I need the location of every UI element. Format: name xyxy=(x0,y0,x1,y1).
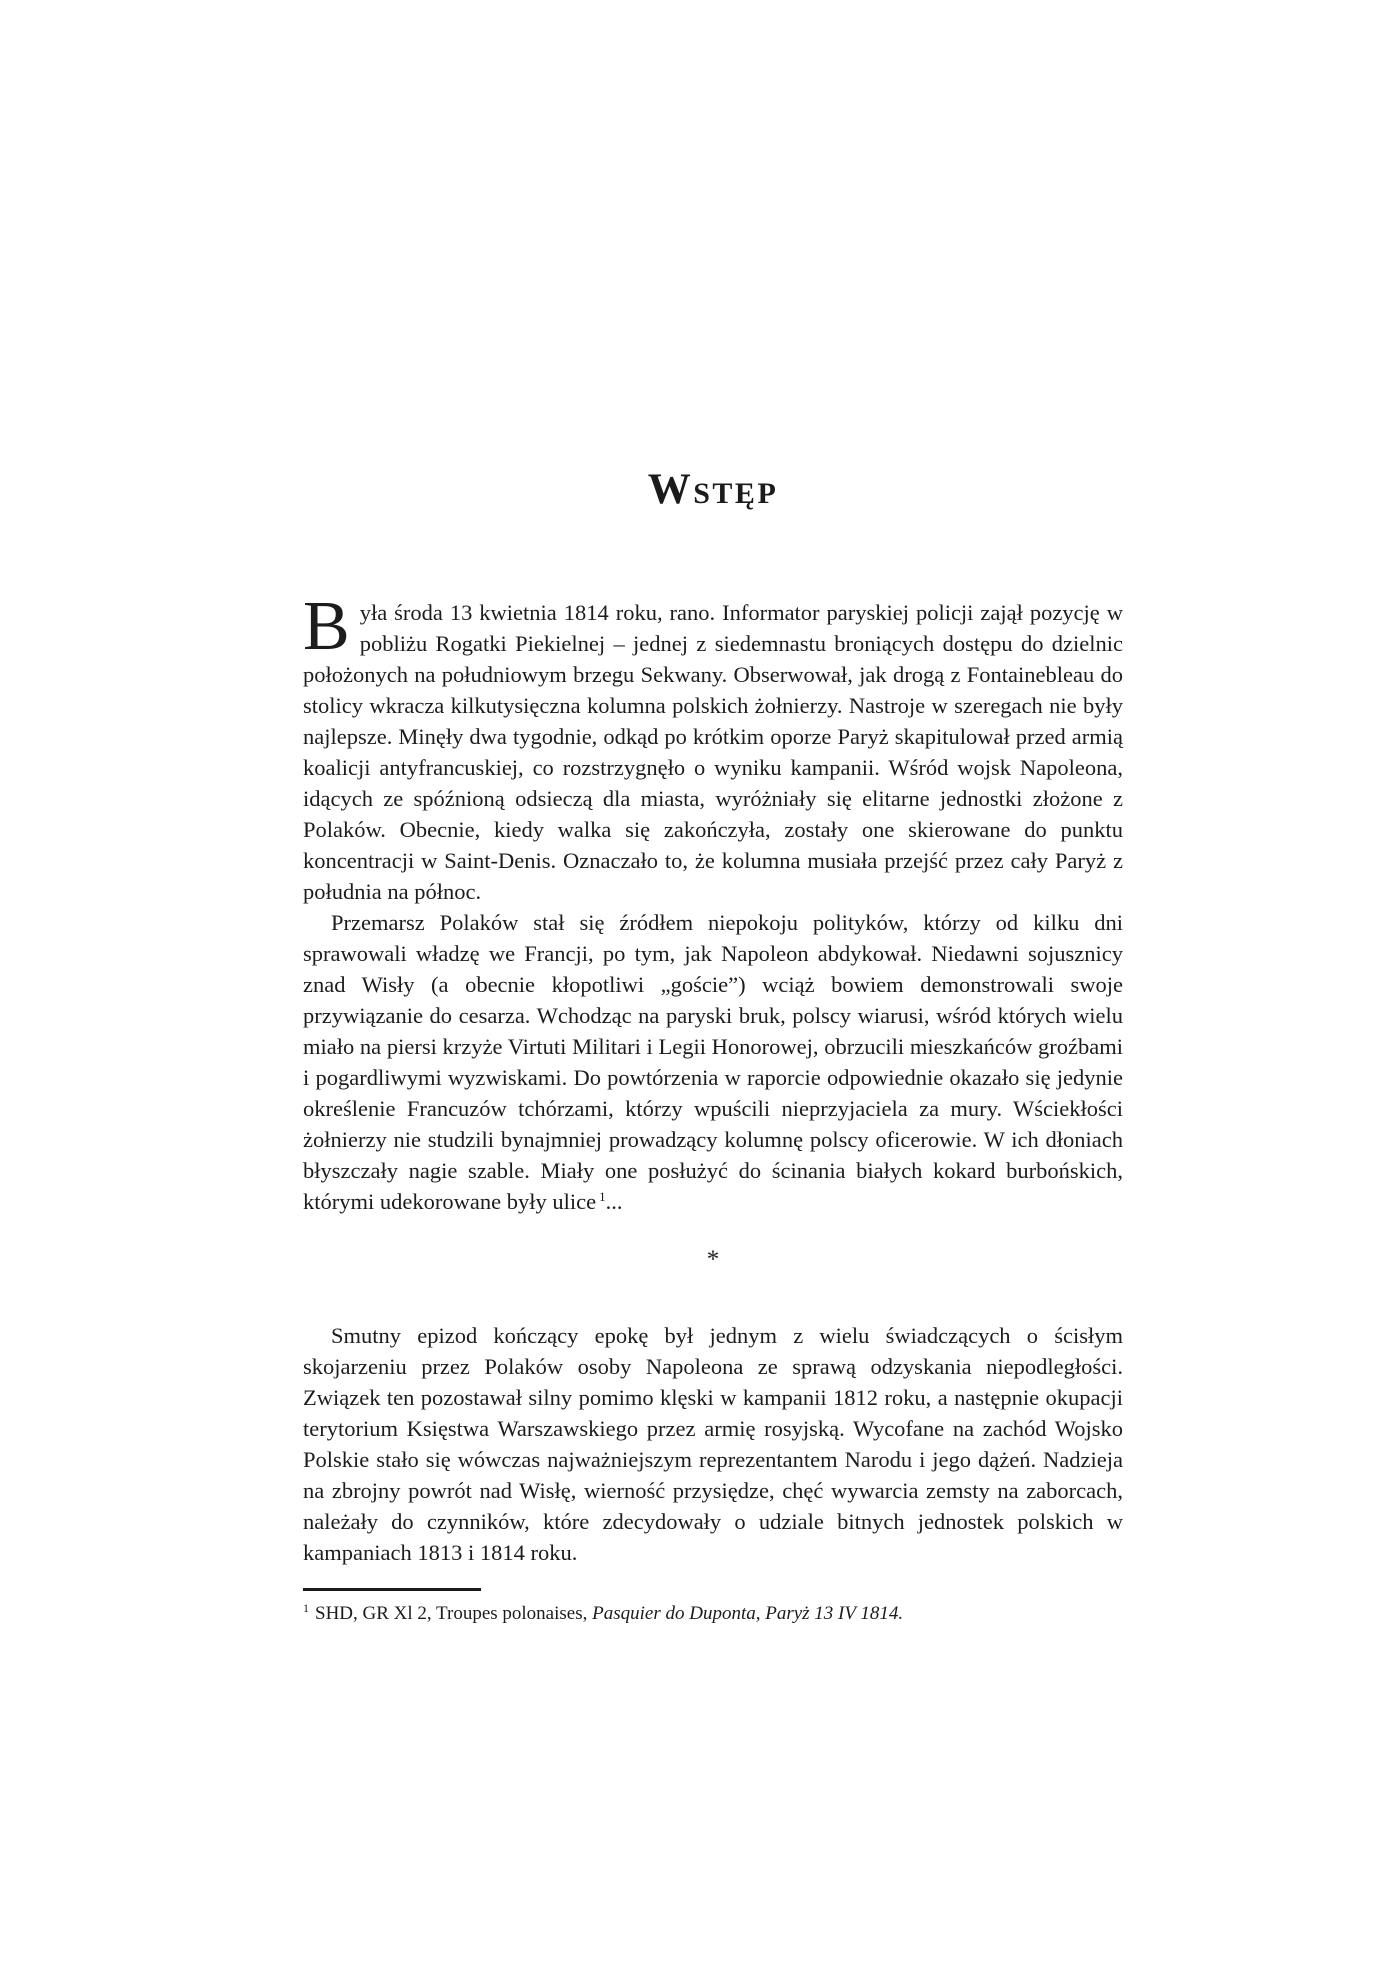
text-column xyxy=(303,468,1123,1627)
paragraph-second-ellipsis: ... xyxy=(605,1189,623,1214)
paragraph-opening xyxy=(303,588,1123,907)
paragraph-second xyxy=(303,907,1123,1217)
footnote-block xyxy=(303,1588,1123,1627)
drop-cap: B xyxy=(303,588,350,665)
footnote-marker: 1 xyxy=(303,1600,309,1615)
chapter-title: Wstęp xyxy=(647,466,779,513)
footnote xyxy=(303,1601,1123,1627)
paragraph-opening-text: yła środa 13 kwietnia 1814 roku, rano. Informator paryskiej policji zajął pozycję w pobliżu Rogatki Piekielnej – jednej z siedemnastu broniących dostępu do dzielnic położonych na południowym brzegu Sekwany. Obserwował, jak drogą z Fontainebleau do stolicy wkracza kilkutysięczna kolumna polskich żołnierzy. Nastroje w szeregach nie były najlepsze. Minęły dwa tygodnie, odkąd po krótkim oporze Paryż skapitulował przed armią koalicji antyfrancuskiej, co rozstrzygnęło o wyniku kampanii. Wśród wojsk Napoleona, idących ze spóźnioną odsieczą dla miasta, wyróżniały się elitarne jednostki złożone z Polaków. Obecnie, kiedy walka się zakończyła, zostały one skierowane do punktu koncentracji w Saint-Denis. Oznaczało to, że kolumna musiała przejść przez cały Paryż z południa na północ. xyxy=(303,600,1123,904)
footnote-rule xyxy=(303,1588,481,1591)
footnote-citation: Pasquier do Duponta, Paryż 13 IV 1814. xyxy=(592,1603,904,1624)
paragraph-third: Smutny epizod kończący epokę był jednym z wielu świadczących o ścisłym skojarzeniu przez Polaków osoby Napoleona ze sprawą odzyskania niepodległości. Związek ten pozostawał silny pomimo klęski w kampanii 1812 roku, a następnie okupacji terytorium Księstwa Warszawskiego przez armię rosyjską. Wycofane na zachód Wojsko Polskie stało się wówczas najważniejszym reprezentantem Narodu i jego dążeń. Nadzieja na zbrojny powrót nad Wisłę, wierność przysiędze, chęć wywarcia zemsty na zaborcach, należały do czynników, które zdecydowały o udziale bitnych jednostek polskich w kampaniach 1813 i 1814 roku. xyxy=(303,1323,1123,1565)
footnote-source: SHD, GR Xl 2, Troupes polonaises, xyxy=(315,1603,593,1624)
paragraph-second-text: Przemarsz Polaków stał się źródłem niepokoju polityków, którzy od kilku dni sprawowali władzę we Francji, po tym, jak Napoleon abdykował. Niedawni sojusznicy znad Wisły (a obecnie kłopotliwi „goście”) wciąż bowiem demonstrowali swoje przywiązanie do cesarza. Wchodząc na paryski bruk, polscy wiarusi, wśród których wielu miało na piersi krzyże Virtuti Militari i Legii Honorowej, obrzucili mieszkańców groźbami i pogardliwymi wyzwiskami. Do powtórzenia w raporcie odpowiednie okazało się jedynie określenie Francuzów tchórzami, którzy wpuścili nieprzyjaciela za mury. Wściekłości żołnierzy nie studzili bynajmniej prowadzący kolumnę polscy oficerowie. W ich dłoniach błyszczały nagie szable. Miały one posłużyć do ścinania białych kokard burbońskich, którymi udekorowane były ulice xyxy=(303,910,1123,1214)
footnote-reference: 1 xyxy=(599,1188,606,1204)
body-text xyxy=(303,588,1123,1627)
asterisk-separator: * xyxy=(706,1246,720,1273)
